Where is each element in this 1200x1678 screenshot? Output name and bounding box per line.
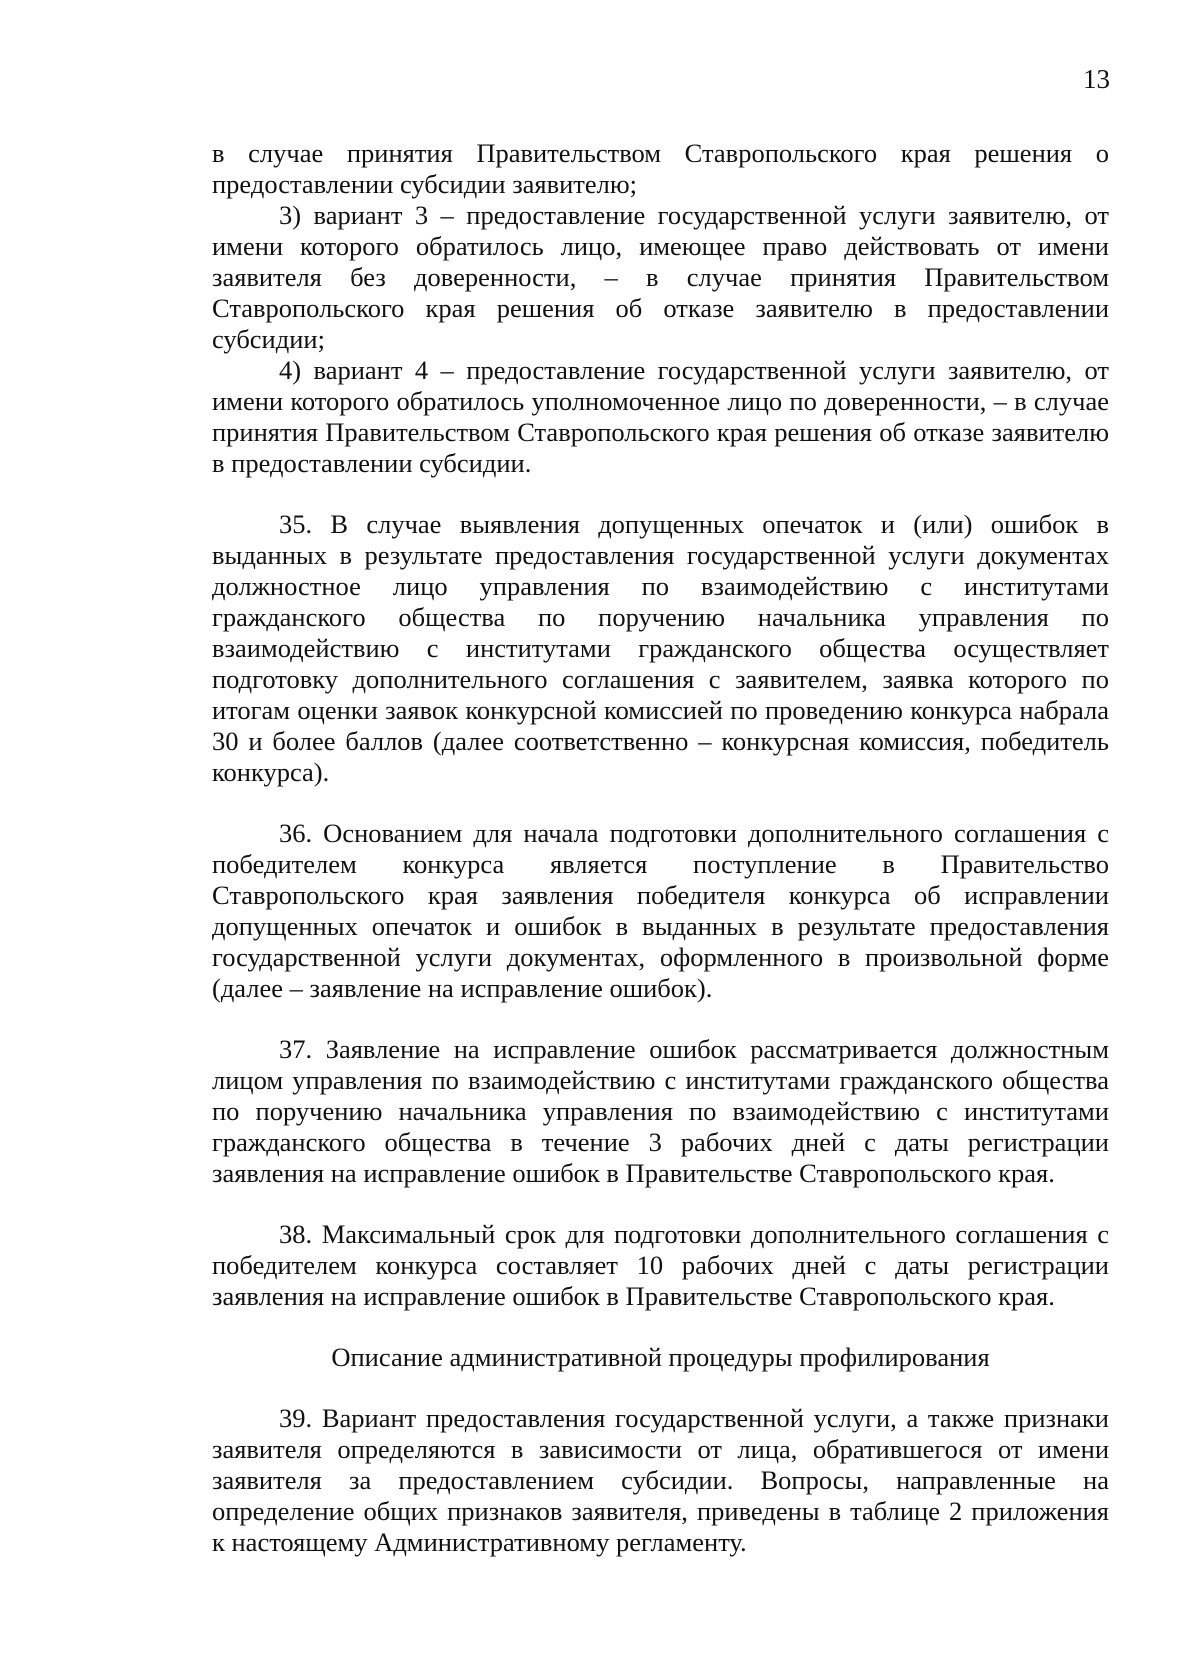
page-number: 13	[1083, 64, 1110, 94]
section-heading: Описание административной процедуры профилирования	[331, 1342, 990, 1372]
paragraph-37: 37. Заявление на исправление ошибок рассматривается должностным лицом управления по взаимодействию с институтами гражданского общества по поручению начальника управления по взаимодействию с институтами гражданского общества в течение 3 рабочих дней с даты регистрации заявления на исправление ошибок в Правительстве Ставропольского края.	[212, 1034, 1109, 1188]
paragraph-item-3: 3) вариант 3 – предоставление государственной услуги заявителю, от имени которого обратилось лицо, имеющее право действовать от имени заявителя без доверенности, – в случае принятия Правительством Ставропольского края решения об отказе заявителю в предоставлении субсидии;	[212, 200, 1109, 354]
document-body	[212, 138, 1109, 1558]
paragraph-38: 38. Максимальный срок для подготовки дополнительного соглашения с победителем конкурса составляет 10 рабочих дней с даты регистрации заявления на исправление ошибок в Правительстве Ставропольского края.	[212, 1219, 1109, 1311]
paragraph-39: 39. Вариант предоставления государственной услуги, а также признаки заявителя определяются в зависимости от лица, обратившегося от имени заявителя за предоставлением субсидии. Вопросы, направленные на определение общих признаков заявителя, приведены в таблице 2 приложения к настоящему Административному регламенту.	[212, 1403, 1109, 1557]
paragraph-35: 35. В случае выявления допущенных опечаток и (или) ошибок в выданных в результате предоставления государственной услуги документах должностное лицо управления по взаимодействию с институтами гражданского общества по поручению начальника управления по взаимодействию с институтами гражданского общества осуществляет подготовку дополнительного соглашения с заявителем, заявка которого по итогам оценки заявок конкурсной комиссией по проведению конкурса набрала 30 и более баллов (далее соответственно – конкурсная комиссия, победитель конкурса).	[212, 509, 1109, 787]
paragraph-intro-continuation: в случае принятия Правительством Ставропольского края решения о предоставлении субсидии заявителю;	[212, 138, 1109, 199]
paragraph-item-4: 4) вариант 4 – предоставление государственной услуги заявителю, от имени которого обратилось уполномоченное лицо по доверенности, – в случае принятия Правительством Ставропольского края решения об отказе заявителю в предоставлении субсидии.	[212, 355, 1109, 478]
paragraph-36: 36. Основанием для начала подготовки дополнительного соглашения с победителем конкурса является поступление в Правительство Ставропольского края заявления победителя конкурса об исправлении допущенных опечаток и ошибок в выданных в результате предоставления государственной услуги документах, оформленного в произвольной форме (далее – заявление на исправление ошибок).	[212, 818, 1109, 1003]
